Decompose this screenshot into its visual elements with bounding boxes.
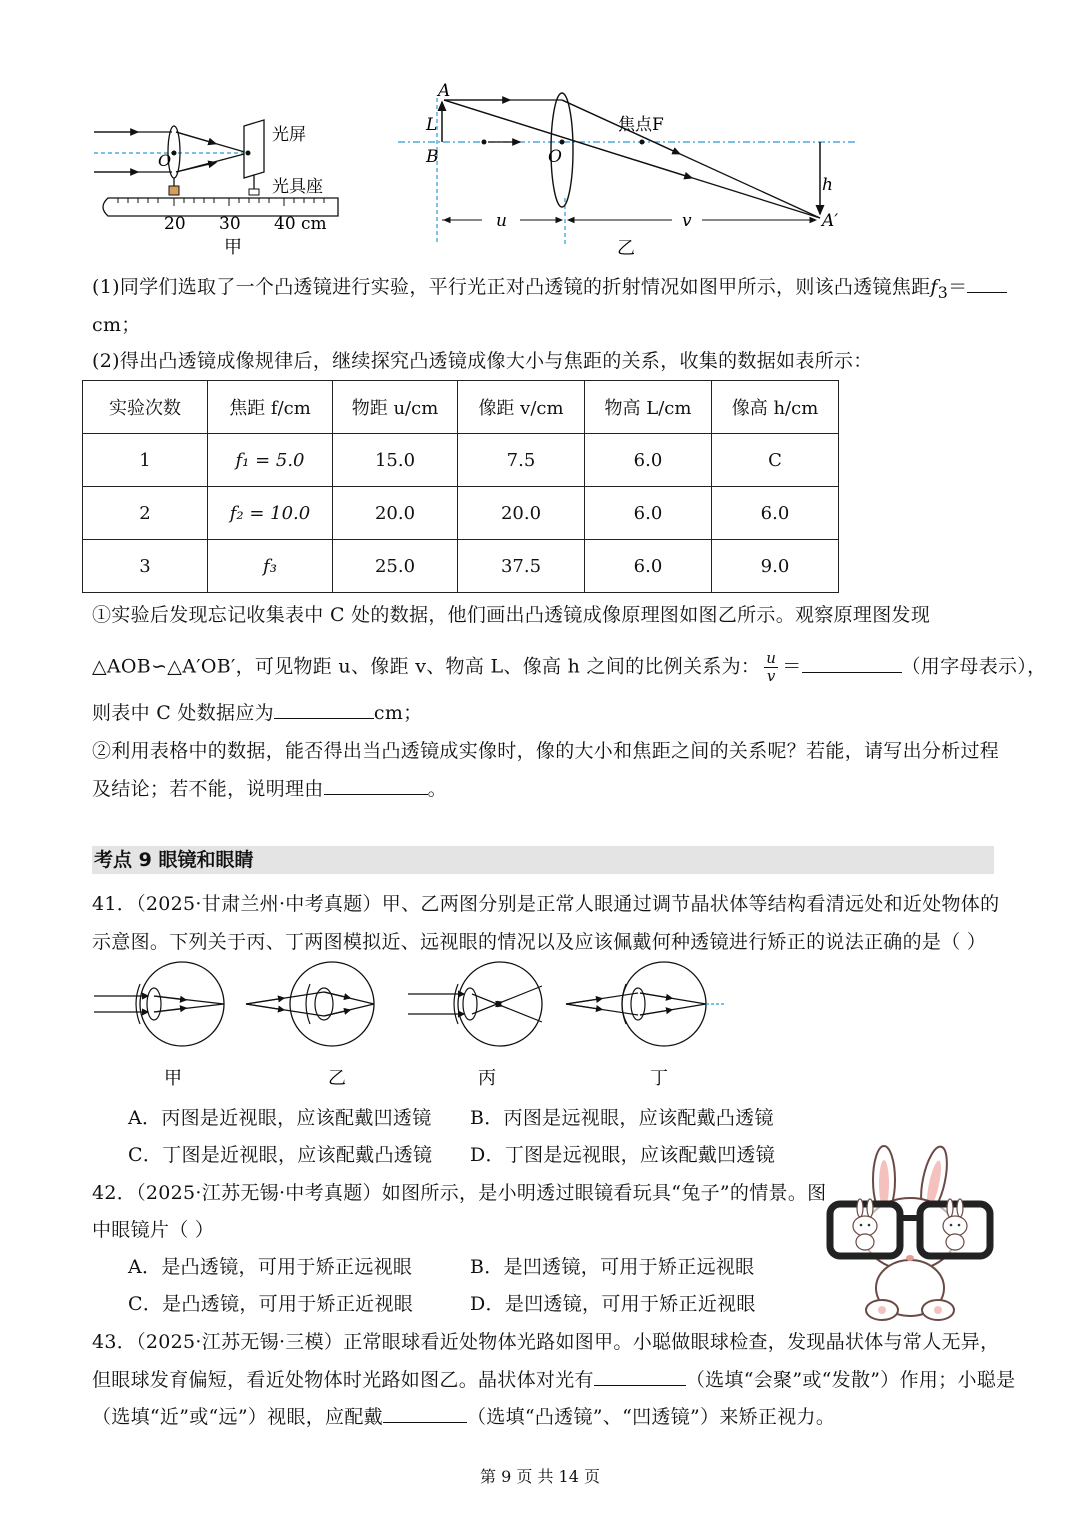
q40-part1: (1)同学们选取了一个凸透镜进行实验，平行光正对凸透镜的折射情况如图甲所示，则该凸透镜焦距$f_3=$ — [92, 272, 1007, 302]
table-row: 1 f₁ = 5.0 15.0 7.5 6.0 C — [83, 434, 839, 487]
table-header-row — [83, 381, 839, 434]
q40-sub2-line1: ②利用表格中的数据，能否得出当凸透镜成实像时，像的大小和焦距之间的关系呢？若能，请写出分析过程 — [92, 740, 1000, 762]
eye-jia — [94, 962, 224, 1046]
q40-sub2-line2: 及结论；若不能，说明理由 。 — [92, 778, 447, 800]
screen-label: 光屏 — [272, 125, 306, 145]
table-header: 物高 L/cm — [585, 381, 712, 434]
yi-label-v: v — [682, 211, 692, 231]
data-table — [82, 380, 839, 593]
eye-label-yi: 乙 — [328, 1068, 346, 1089]
q42-option-d[interactable]: D．是凹透镜，可用于矫正近视眼 — [470, 1293, 756, 1315]
fraction: $\frac{u}{v}$ — [766, 649, 777, 685]
answer-blank-lens[interactable] — [383, 1404, 467, 1423]
yi-label-focus: 焦点F — [618, 115, 664, 135]
table-header: 像距 v/cm — [458, 381, 585, 434]
q40-sub1-line1: ①实验后发现忘记收集表中 C 处的数据，他们画出凸透镜成像原理图如图乙所示。观察原理图发现 — [92, 604, 931, 626]
table-header: 物距 u/cm — [333, 381, 458, 434]
tick-30: 30 — [219, 214, 241, 234]
answer-blank-ratio[interactable] — [802, 654, 902, 673]
q42-option-c[interactable]: C．是凸透镜，可用于矫正近视眼 — [128, 1293, 414, 1315]
table-header: 焦距 f/cm — [208, 381, 333, 434]
yi-label-o: O — [548, 147, 562, 167]
yi-label-a: A — [438, 81, 451, 101]
tick-40: 40 cm — [274, 214, 327, 234]
answer-blank-f3[interactable] — [967, 274, 1007, 293]
eye-label-jia: 甲 — [164, 1068, 182, 1089]
q40-sub1-line3: 则表中 C 处数据应为 cm； — [92, 702, 423, 724]
q40-sub1-line2: △AOB∽△A′OB′，可见物距 u、像距 v、物高 L、像高 h 之间的比例关系为： $\frac{u}{v}$ ＝ （用字母表示）， — [92, 649, 1047, 685]
q40-part1-unit: cm； — [92, 314, 141, 336]
q41-stem-line2: 示意图。下列关于丙、丁两图模拟近、远视眼的情况以及应该佩戴何种透镜进行矫正的说法正确的是（ ） — [92, 931, 987, 953]
q43-line2: 但眼球发育偏短，看近处物体时光路如图乙。晶状体对光有 （选填“会聚”或“发散”）作用；小聪是 — [92, 1369, 1016, 1391]
yi-label-u: u — [496, 211, 507, 231]
answer-blank-reason[interactable] — [324, 776, 428, 795]
eye-label-bing: 丙 — [478, 1068, 496, 1089]
q43-line3: （选填“近”或“远”）视眼，应配戴 （选填“凸透镜”、“凹透镜”）来矫正视力。 — [92, 1406, 836, 1428]
eye-diagrams — [88, 960, 738, 1090]
figure-jia — [88, 110, 358, 260]
q42-option-b[interactable]: B．是凹透镜，可用于矫正远视眼 — [470, 1256, 755, 1278]
q42-stem-line2: 中眼镜片（ ） — [92, 1219, 215, 1241]
yi-label-a-prime: A′ — [822, 211, 839, 231]
caption-yi: 乙 — [617, 238, 635, 259]
jia-label-o: O — [158, 151, 172, 170]
section-heading: 考点 9 眼镜和眼睛 — [92, 846, 994, 874]
q41-option-c[interactable]: C．丁图是近视眼，应该配戴凸透镜 — [128, 1144, 433, 1166]
eye-yi — [246, 962, 374, 1046]
bench-label: 光具座 — [272, 177, 323, 197]
answer-blank-effect[interactable] — [594, 1367, 686, 1386]
q41-option-a[interactable]: A．丙图是近视眼，应该配戴凹透镜 — [128, 1107, 432, 1129]
bunny-glasses-illustration — [822, 1142, 997, 1322]
table-header: 像高 h/cm — [712, 381, 839, 434]
q41-stem-line1: 41．（2025·甘肃兰州·中考真题）甲、乙两图分别是正常人眼通过调节晶状体等结构看清远处和近处物体的 — [92, 893, 1000, 915]
q41-option-d[interactable]: D．丁图是远视眼，应该配戴凹透镜 — [470, 1144, 776, 1166]
tick-20: 20 — [164, 214, 186, 234]
q42-option-a[interactable]: A．是凸透镜，可用于矫正远视眼 — [128, 1256, 413, 1278]
answer-blank-c[interactable] — [274, 700, 374, 719]
table-row: 2 f₂ = 10.0 20.0 20.0 6.0 6.0 — [83, 487, 839, 540]
caption-jia: 甲 — [224, 237, 242, 258]
figure-yi — [392, 78, 872, 262]
q40-part2: (2)得出凸透镜成像规律后，继续探究凸透镜成像大小与焦距的关系，收集的数据如表所示： — [92, 350, 873, 372]
q42-stem-line1: 42．（2025·江苏无锡·中考真题）如图所示，是小明透过眼镜看玩具“兔子”的情景。图 — [92, 1182, 827, 1204]
yi-label-l: L — [426, 115, 438, 135]
eye-ding — [566, 962, 724, 1046]
table-header: 实验次数 — [83, 381, 208, 434]
eye-label-ding: 丁 — [650, 1068, 668, 1089]
yi-label-b: B — [426, 147, 439, 167]
table-row: 3 f₃ 25.0 37.5 6.0 9.0 — [83, 540, 839, 593]
yi-label-h: h — [822, 175, 833, 195]
q41-option-b[interactable]: B．丙图是远视眼，应该配戴凸透镜 — [470, 1107, 774, 1129]
eye-bing — [408, 962, 542, 1046]
page-footer: 第 9 页 共 14 页 — [480, 1467, 600, 1486]
q43-line1: 43．（2025·江苏无锡·三模）正常眼球看近处物体光路如图甲。小聪做眼球检查，发现晶状体与常人无异， — [92, 1331, 1000, 1353]
